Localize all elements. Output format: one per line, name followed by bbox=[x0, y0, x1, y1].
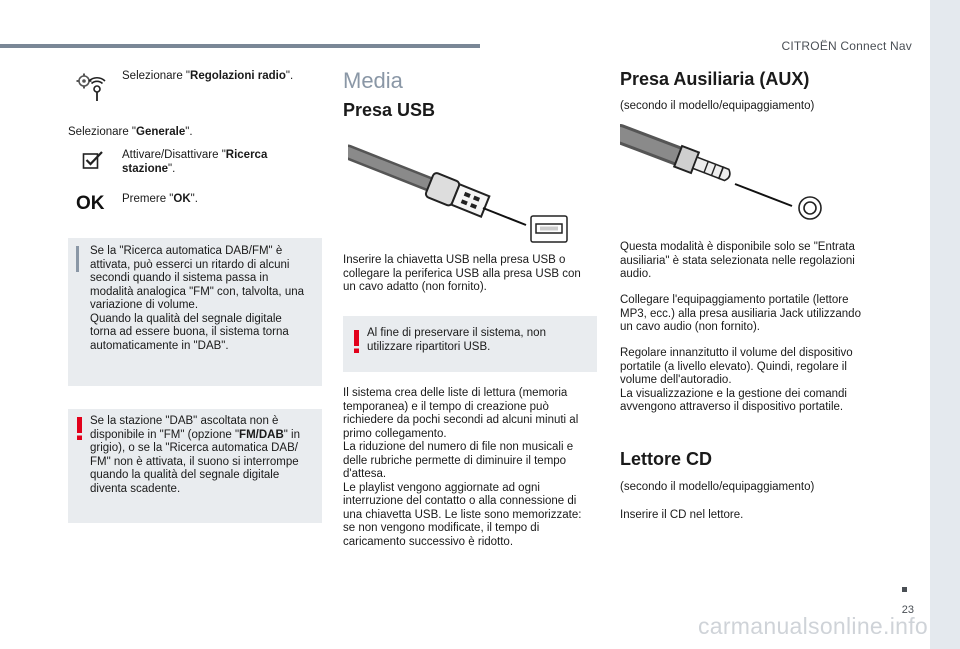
step-select-radio-settings: Selezionare "Regolazioni radio". bbox=[122, 70, 294, 82]
radio-settings-icon bbox=[76, 72, 112, 102]
cd-insert: Inserire il CD nel lettore. bbox=[620, 509, 744, 521]
step-select-general: Selezionare "Generale". bbox=[68, 126, 193, 138]
warning-text: Se la stazione "DAB" ascoltata non è disponibile in "FM" (opzione "FM/DAB" in grigio), o se la "Ricerca automatica DAB/ FM" non è attivata, il suono si interrompe quando la qualità del segnale digitale diventa scadente. bbox=[90, 415, 300, 495]
warning-box-usb bbox=[343, 316, 597, 372]
section-title-media: Media bbox=[343, 68, 403, 93]
checkbox-check-icon bbox=[82, 150, 104, 170]
aux-volume: Regolare innanzitutto il volume del dispositivo portatile (a livello elevato). Quindi, regolare il volume dell'autoradio. La visualizzazione e la gestione dei comandi avvengono attraverso il dispositivo portatile. bbox=[620, 347, 853, 413]
usb-instructions: Inserire la chiavetta USB nella presa USB o collegare la periferica USB alla presa USB con un cavo adatto (non fornito). bbox=[343, 254, 581, 293]
heading-aux: Presa Ausiliaria (AUX) bbox=[620, 69, 810, 89]
aux-model-note: (secondo il modello/equipaggiamento) bbox=[620, 100, 815, 112]
cd-model-note: (secondo il modello/equipaggiamento) bbox=[620, 481, 815, 493]
step-toggle-station-search: Attivare/Disattivare "Ricerca stazione". bbox=[122, 149, 268, 175]
ok-icon: OK bbox=[76, 193, 105, 214]
page-number: 23 bbox=[901, 604, 914, 616]
warning-usb-text: Al fine di preservare il sistema, non utilizzare ripartitori USB. bbox=[367, 327, 546, 353]
continuation-mark bbox=[902, 587, 907, 592]
heading-cd: Lettore CD bbox=[620, 449, 713, 469]
watermark: carmanualsonline.info bbox=[697, 613, 928, 639]
warning-exclamation-icon bbox=[77, 417, 82, 440]
aux-availability: Questa modalità è disponibile solo se "Entrata ausiliaria" è stata selezionata nelle regolazioni audio. bbox=[620, 241, 855, 280]
header-rule bbox=[0, 44, 480, 48]
info-text: Se la "Ricerca automatica DAB/FM" è attivata, può esserci un ritardo di alcuni secondi quando il sistema passa in modalità analogica "FM" con, talvolta, una variazione di volume. Quando la qualità del segnale digitale torna ad essere buona, il sistema torna automaticamente in "DAB". bbox=[90, 245, 305, 352]
brand-name: CITROËN Connect Nav bbox=[781, 39, 912, 53]
info-accent-bar bbox=[76, 246, 79, 272]
usb-plug-illustration bbox=[348, 130, 573, 245]
page-edge-strip bbox=[930, 0, 960, 649]
playlist-info: Il sistema crea delle liste di lettura (memoria temporanea) e il tempo di creazione può richiedere da pochi secondi ad alcuni minuti al primo collegamento. La riduzione del numero di file non musicali e delle rubriche permette di diminuire il tempo d'attesa. Le playlist vengono aggiornate ad ogni interruzione del contatto o alla connessione di una chiavetta USB. Le liste sono memorizzate: se non vengono modificate, il tempo di caricamento successivo è ridotto. bbox=[343, 387, 582, 548]
aux-connect: Collegare l'equipaggiamento portatile (lettore MP3, ecc.) alla presa ausiliaria Jack utilizzando un cavo audio (non fornito). bbox=[620, 294, 861, 333]
info-box-dab-fm bbox=[68, 238, 322, 386]
warning-exclamation-icon bbox=[354, 330, 359, 353]
heading-usb: Presa USB bbox=[343, 100, 436, 120]
aux-jack-illustration bbox=[620, 122, 830, 222]
step-press-ok: Premere "OK". bbox=[122, 193, 198, 205]
warning-box-fm-dab bbox=[68, 409, 322, 523]
